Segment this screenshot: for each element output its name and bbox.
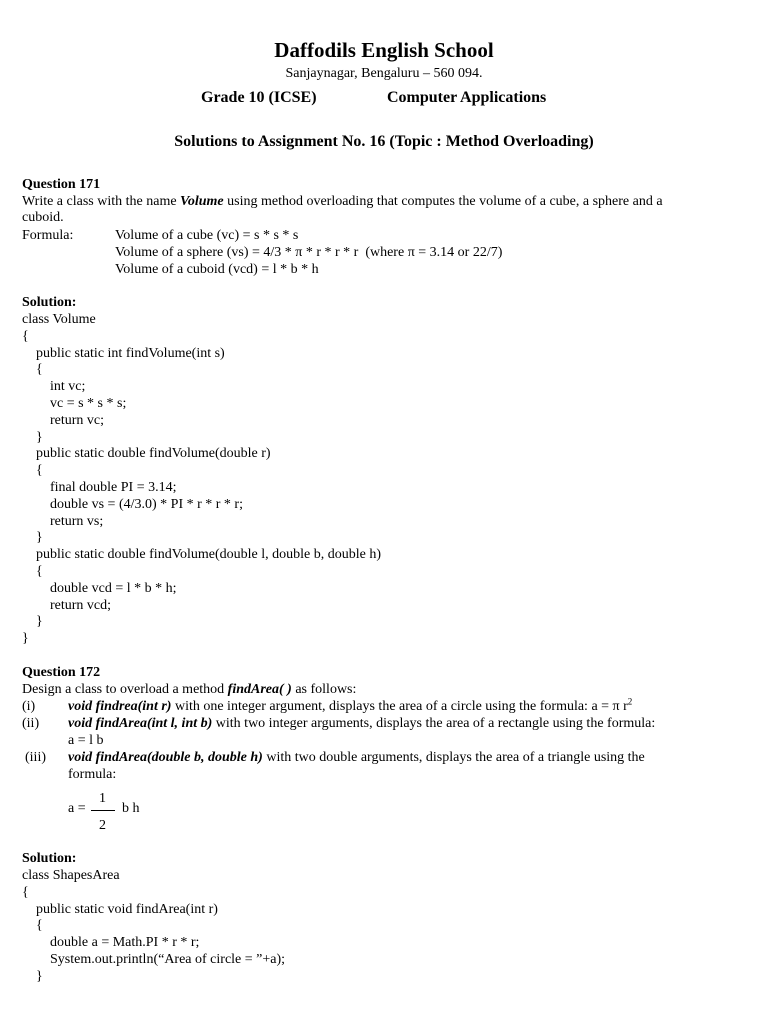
code-line: double vcd = l * b * h; [22, 580, 177, 596]
item-iii-number: (iii) [25, 750, 46, 765]
code-line: { [22, 328, 29, 344]
school-address: Sanjaynagar, Bengaluru – 560 094. [285, 66, 483, 81]
code-line: public static void findArea(int r) [22, 901, 218, 917]
code-line: final double PI = 3.14; [22, 480, 177, 495]
code-line: public static double findVolume(double r) [22, 446, 271, 462]
code-line: } [22, 631, 29, 647]
item-iii-text: void findArea(double b, double h) with two double arguments, displays the area of a triangle using the [68, 750, 645, 765]
code-line: { [22, 564, 43, 579]
formula-cuboid: Volume of a cuboid (vcd) = l * b * h [115, 262, 319, 277]
school-name: Daffodils English School [274, 38, 494, 62]
item-i-number: (i) [22, 699, 36, 714]
code-line: { [22, 884, 29, 900]
item-ii-number: (ii) [22, 716, 40, 731]
question-171-text-line1: Write a class with the name Volume using method overloading that computes the volume of a cube, a sphere and a [22, 194, 663, 209]
code-line: public static double findVolume(double l, double b, double h) [22, 547, 382, 563]
solution-172-heading: Solution: [22, 851, 77, 866]
fraction-bar [91, 810, 115, 811]
code-line: { [22, 918, 43, 934]
code-line: } [22, 530, 43, 546]
fraction-numerator: 1 [99, 791, 106, 806]
code-line: vc = s * s * s; [22, 396, 127, 411]
grade-label: Grade 10 (ICSE) [201, 89, 317, 106]
code-line: System.out.println(“Area of circle = ”+a); [22, 952, 286, 967]
question-172-heading: Question 172 [22, 665, 101, 680]
fraction-denominator: 2 [99, 818, 106, 833]
question-171-heading: Question 171 [22, 177, 101, 192]
code-line: return vs; [22, 513, 104, 529]
formula-label: Formula: [22, 228, 74, 243]
code-line: return vcd; [22, 597, 112, 613]
question-171-text-line2: cuboid. [22, 210, 64, 225]
formula-rhs: b h [122, 801, 140, 816]
formula-sphere: Volume of a sphere (vs) = 4/3 * π * r * r * r (where π = 3.14 or 22/7) [115, 245, 503, 260]
code-line: public static int findVolume(int s) [22, 345, 225, 361]
code-line: { [22, 362, 43, 378]
code-line: int vc; [22, 379, 86, 395]
item-i-text: void findrea(int r) with one integer argument, displays the area of a circle using the formula: a = π $r^2$ [68, 696, 633, 714]
code-line: double vs = (4/3.0) * PI * r * r * r; [22, 496, 243, 512]
code-line: return vc; [22, 412, 105, 428]
code-line: double a = Math.PI * r * r; [22, 935, 200, 951]
item-ii-formula: a = l b [68, 733, 104, 748]
code-line: } [22, 968, 43, 984]
formula-lhs: a = [68, 801, 86, 816]
formula-cube: Volume of a cube (vc) = s * s * s [115, 228, 299, 243]
item-iii-text-2: formula: [68, 767, 117, 782]
code-line: { [22, 463, 43, 479]
question-172-intro: Design a class to overload a method findArea( ) as follows: [22, 682, 357, 697]
code-line: } [22, 614, 43, 630]
solution-171-heading: Solution: [22, 295, 77, 310]
code-line: class ShapesArea [22, 868, 120, 883]
code-line: class Volume [22, 312, 96, 327]
page-title: Solutions to Assignment No. 16 (Topic : Method Overloading) [174, 133, 594, 150]
item-ii-text: void findArea(int l, int b) with two integer arguments, displays the area of a rectangle using the formula: [68, 716, 656, 731]
code-line: } [22, 429, 43, 445]
subject-label: Computer Applications [387, 89, 547, 106]
